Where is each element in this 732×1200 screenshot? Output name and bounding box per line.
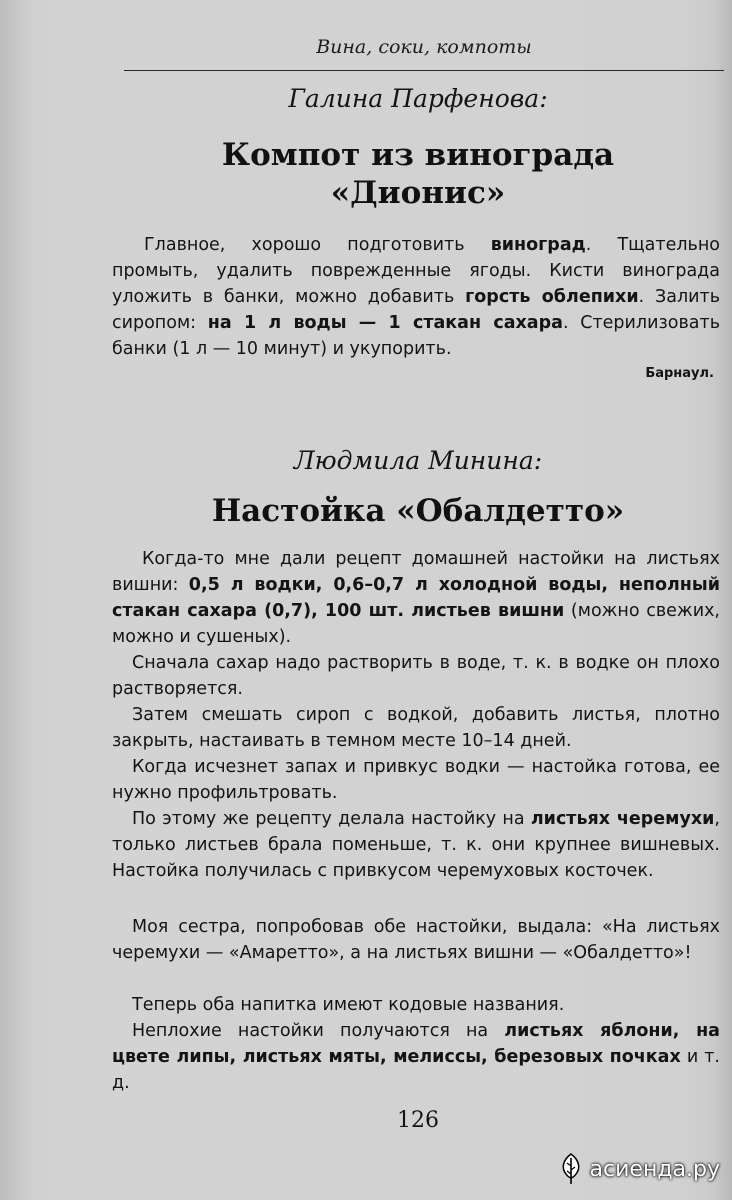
bold-text: виноград bbox=[490, 235, 586, 255]
bold-text: листьях яблони, на цвете липы, листьях мяты, мелиссы, березовых почках bbox=[112, 1021, 720, 1067]
recipe2-paragraph-1 bbox=[112, 546, 720, 650]
text: . Стерилизовать банки (1 л — 10 минут) и укупорить. bbox=[112, 313, 721, 359]
text: Когда-то мне дали рецепт домашней настойки на листьях вишни: bbox=[112, 549, 720, 595]
page-number: 126 bbox=[397, 1108, 439, 1133]
recipe2-paragraph-5 bbox=[112, 806, 720, 884]
header-rule bbox=[124, 70, 724, 71]
text: . Залить сиропом: bbox=[112, 287, 721, 333]
bold-text: листьях черемухи bbox=[530, 809, 715, 829]
text: По этому же рецепту делала настойку на bbox=[132, 809, 531, 829]
recipe2-paragraph-7: Теперь оба напитка имеют кодовые названия. bbox=[132, 995, 565, 1015]
text: и т. д. bbox=[112, 1047, 720, 1093]
text: (можно свежих, можно и сушеных). bbox=[112, 601, 720, 647]
recipe2-title: Настойка «Обалдетто» bbox=[211, 493, 625, 529]
recipe1-paragraph bbox=[112, 232, 720, 362]
watermark-text: асиенда.ру bbox=[589, 1156, 720, 1182]
text: Главное, хорошо подготовить bbox=[144, 235, 491, 255]
watermark bbox=[558, 1152, 720, 1186]
text: Неплохие настойки получаются на bbox=[132, 1021, 505, 1041]
recipe2-paragraph-4: Когда исчезнет запах и привкус водки — настойка готова, ее нужно профильтровать. bbox=[112, 757, 720, 803]
bold-text: горсть облепихи bbox=[465, 287, 639, 307]
recipe1-title bbox=[108, 136, 728, 212]
text: . Тщательно промыть, удалить поврежденные ягоды. Кисти винограда уложить в банки, можно добавить bbox=[112, 235, 720, 307]
bold-text: на 1 л воды — 1 стакан сахара bbox=[207, 313, 563, 333]
recipe1-title-line1: Компот из винограда bbox=[221, 137, 615, 173]
recipe2-paragraph-6: Моя сестра, попробовав обе настойки, выдала: «На листьях черемухи — «Амаретто», а на листьях вишни — «Обалдетто»! bbox=[112, 917, 720, 963]
recipe2-paragraph-8 bbox=[112, 1018, 720, 1096]
recipe2-paragraph-2: Сначала сахар надо растворить в воде, т. к. в водке он плохо растворяется. bbox=[112, 653, 720, 699]
recipe1-title-line2: «Дионис» bbox=[330, 175, 506, 211]
text: , только листьев брала поменьше, т. к. они крупнее вишневых. Настойка получилась с привкусом черемуховых косточек. bbox=[112, 809, 720, 881]
recipe1-author: Галина Парфенова: bbox=[288, 84, 548, 113]
running-header: Вина, соки, компоты bbox=[316, 36, 532, 58]
recipe2-paragraph-3: Затем смешать сироп с водкой, добавить листья, плотно закрыть, настаивать в темном месте 10–14 дней. bbox=[112, 705, 720, 751]
recipe2-author: Людмила Минина: bbox=[293, 446, 543, 475]
bold-text: 0,5 л водки, 0,6–0,7 л холодной воды, неполный стакан сахара (0,7), 100 шт. листьев вишни bbox=[112, 575, 720, 621]
recipe1-city: Барнаул. bbox=[645, 366, 714, 381]
leaf-logo-icon bbox=[558, 1152, 584, 1186]
